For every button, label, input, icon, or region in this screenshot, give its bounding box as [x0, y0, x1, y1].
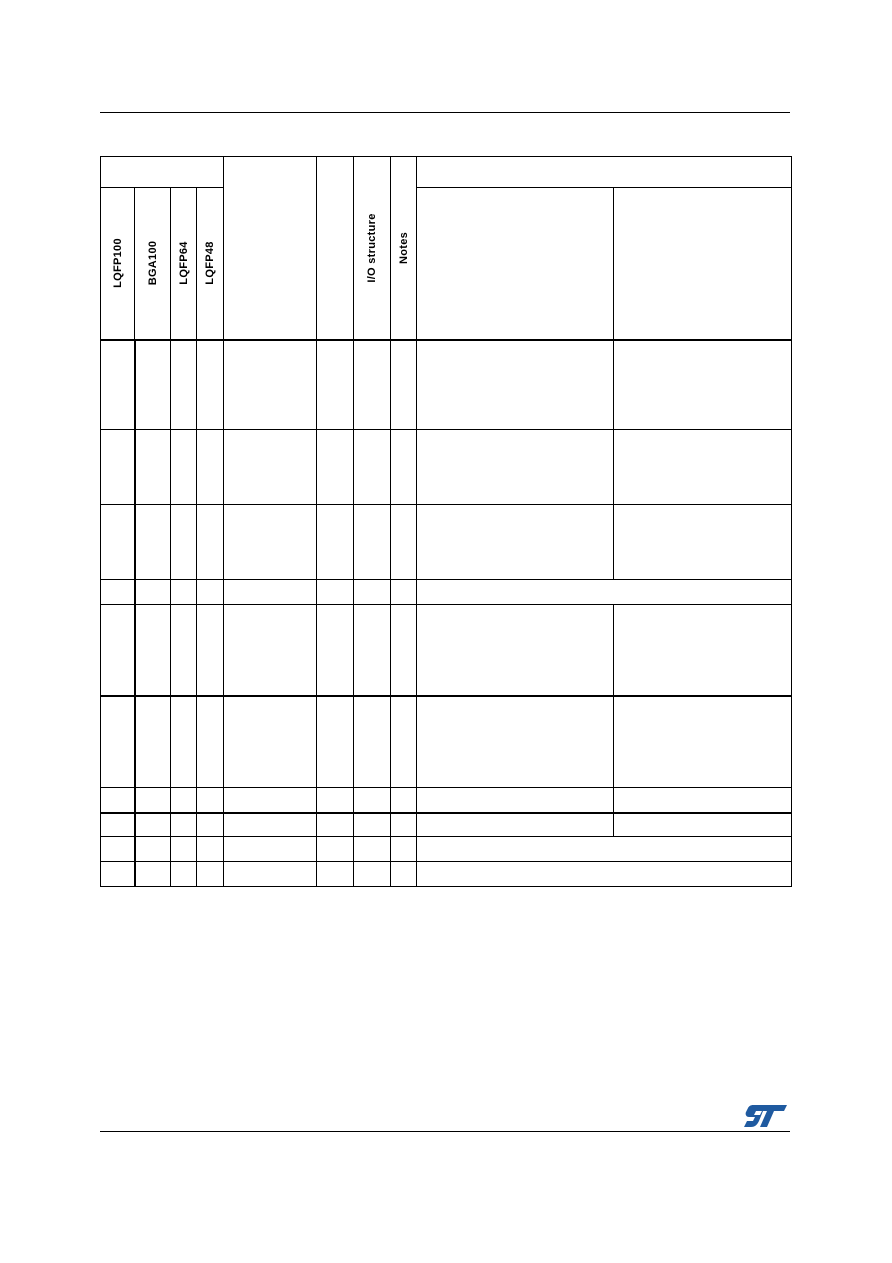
- default-function-header: [417, 188, 614, 340]
- table-cell: [224, 813, 317, 837]
- table-cell: [354, 862, 391, 887]
- table-cell: [417, 505, 614, 580]
- table-cell: [171, 505, 197, 580]
- table-cell: [391, 837, 417, 862]
- table-cell: [224, 788, 317, 813]
- table-cell: [135, 696, 171, 788]
- table-cell: [354, 837, 391, 862]
- table-cell: [101, 340, 135, 430]
- table-cell: [317, 696, 354, 788]
- table-row: [101, 788, 792, 813]
- table-cell: [317, 837, 354, 862]
- table-row: [101, 605, 792, 696]
- package-header-bga100: [135, 188, 171, 340]
- table-cell: [101, 580, 135, 605]
- table-cell: [171, 605, 197, 696]
- table-cell: [171, 837, 197, 862]
- table-cell: [135, 430, 171, 505]
- table-cell: [614, 505, 792, 580]
- table-cell: [101, 813, 135, 837]
- table-cell: [224, 580, 317, 605]
- table-cell: [354, 788, 391, 813]
- table-cell: [101, 505, 135, 580]
- table-cell: [391, 788, 417, 813]
- table-cell: [317, 788, 354, 813]
- table-row: [101, 813, 792, 837]
- st-logo-icon: [743, 1103, 789, 1129]
- table-cell: [135, 862, 171, 887]
- table-cell: [101, 430, 135, 505]
- table-cell: [224, 837, 317, 862]
- table-cell: [417, 696, 614, 788]
- table-cell: [135, 837, 171, 862]
- table-cell: [171, 813, 197, 837]
- pin-type-header: [317, 157, 354, 340]
- package-label: LQFP64: [177, 241, 190, 285]
- table-cell: [101, 696, 135, 788]
- table-cell: [417, 430, 614, 505]
- table-cell: [614, 696, 792, 788]
- table-cell: [417, 862, 792, 887]
- table-cell: [317, 430, 354, 505]
- table-cell: [317, 580, 354, 605]
- footer-rule: [100, 1131, 790, 1132]
- table-cell: [354, 580, 391, 605]
- package-label: LQFP100: [111, 238, 124, 289]
- table-cell: [135, 605, 171, 696]
- table-cell: [417, 788, 614, 813]
- table-cell: [135, 580, 171, 605]
- table-cell: [391, 696, 417, 788]
- table-cell: [614, 340, 792, 430]
- table-cell: [354, 696, 391, 788]
- table-cell: [317, 862, 354, 887]
- table-cell: [614, 430, 792, 505]
- package-header-lqfp64: [171, 188, 197, 340]
- table-cell: [224, 505, 317, 580]
- table-cell: [171, 862, 197, 887]
- remap-function-header: [614, 188, 792, 340]
- package-label: LQFP48: [204, 241, 216, 285]
- table-cell: [391, 340, 417, 430]
- table-cell: [354, 430, 391, 505]
- table-cell: [391, 505, 417, 580]
- table-cell: [417, 605, 614, 696]
- package-label: BGA100: [146, 240, 159, 286]
- table-cell: [197, 862, 224, 887]
- pin-definition-table: [100, 156, 792, 887]
- table-cell: [354, 340, 391, 430]
- table-cell: [417, 580, 792, 605]
- table-cell: [171, 696, 197, 788]
- table-cell: [101, 788, 135, 813]
- table-cell: [354, 505, 391, 580]
- table-cell: [391, 430, 417, 505]
- table-cell: [197, 580, 224, 605]
- table-cell: [171, 340, 197, 430]
- table-cell: [614, 813, 792, 837]
- table-cell: [171, 580, 197, 605]
- table-cell: [135, 505, 171, 580]
- table-row: [101, 505, 792, 580]
- table-cell: [391, 605, 417, 696]
- table-cell: [197, 837, 224, 862]
- table-cell: [417, 837, 792, 862]
- table-cell: [224, 430, 317, 505]
- table-cell: [197, 505, 224, 580]
- table-cell: [135, 340, 171, 430]
- io-structure-header: [354, 157, 391, 340]
- table-row: [101, 837, 792, 862]
- pin-numbers-header: [101, 157, 224, 188]
- table-cell: [224, 605, 317, 696]
- package-header-lqfp100: [101, 188, 135, 340]
- table-cell: [197, 605, 224, 696]
- table-cell: [317, 505, 354, 580]
- notes-header: [391, 157, 417, 340]
- package-header-lqfp48: [197, 188, 224, 340]
- table-cell: [317, 605, 354, 696]
- table-cell: [135, 813, 171, 837]
- header-rule: [100, 112, 790, 113]
- pin-name-header: [224, 157, 317, 340]
- table-cell: [317, 340, 354, 430]
- table-cell: [135, 788, 171, 813]
- table-cell: [171, 430, 197, 505]
- table-row: [101, 430, 792, 505]
- notes-label: Notes: [397, 231, 410, 264]
- table-cell: [101, 605, 135, 696]
- table-row: [101, 696, 792, 788]
- table-cell: [391, 813, 417, 837]
- table-cell: [417, 813, 614, 837]
- table-cell: [317, 813, 354, 837]
- table-cell: [417, 340, 614, 430]
- alternate-functions-header: [417, 157, 792, 188]
- table-cell: [614, 605, 792, 696]
- table-cell: [171, 788, 197, 813]
- table-row: [101, 580, 792, 605]
- table-cell: [197, 696, 224, 788]
- table-cell: [614, 788, 792, 813]
- table-cell: [224, 862, 317, 887]
- io-structure-label: I/O structure: [366, 213, 378, 283]
- table-cell: [101, 837, 135, 862]
- table-cell: [197, 813, 224, 837]
- table-cell: [197, 340, 224, 430]
- table-cell: [197, 788, 224, 813]
- table-cell: [224, 696, 317, 788]
- table-cell: [391, 580, 417, 605]
- table-cell: [391, 862, 417, 887]
- table-cell: [101, 862, 135, 887]
- table-row: [101, 862, 792, 887]
- table-cell: [354, 605, 391, 696]
- table-cell: [197, 430, 224, 505]
- table-row: [101, 340, 792, 430]
- table-cell: [354, 813, 391, 837]
- table-cell: [224, 340, 317, 430]
